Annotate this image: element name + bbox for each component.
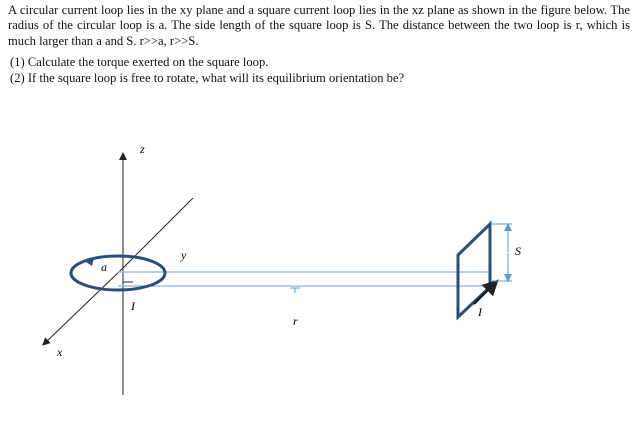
x-axis [45,268,123,343]
label-y: y [181,248,187,262]
question-2: (2) If the square loop is free to rotate, what will its equilibrium orientation be? [10,70,405,85]
label-x: x [57,345,63,359]
label-r: r [293,314,298,328]
question-1: (1) Calculate the torque exerted on the square loop. [10,55,269,70]
problem-paragraph: A circular current loop lies in the xy plane and a square current loop lies in the xz plane as shown in the figure below. The radius of the circular loop is a. The side length of the square loop is S. The distance between the two loop is r, which is much larger than a and S. r>>a, r>>S. [8,3,630,48]
r-brace [290,288,300,293]
label-s: S [515,244,521,258]
label-z: z [140,142,145,156]
label-current-circle: I [131,299,135,313]
label-current-square: I [478,305,482,319]
connecting-wire [118,272,490,286]
square-current-arrow-icon [474,285,493,304]
label-a: a [101,260,107,274]
